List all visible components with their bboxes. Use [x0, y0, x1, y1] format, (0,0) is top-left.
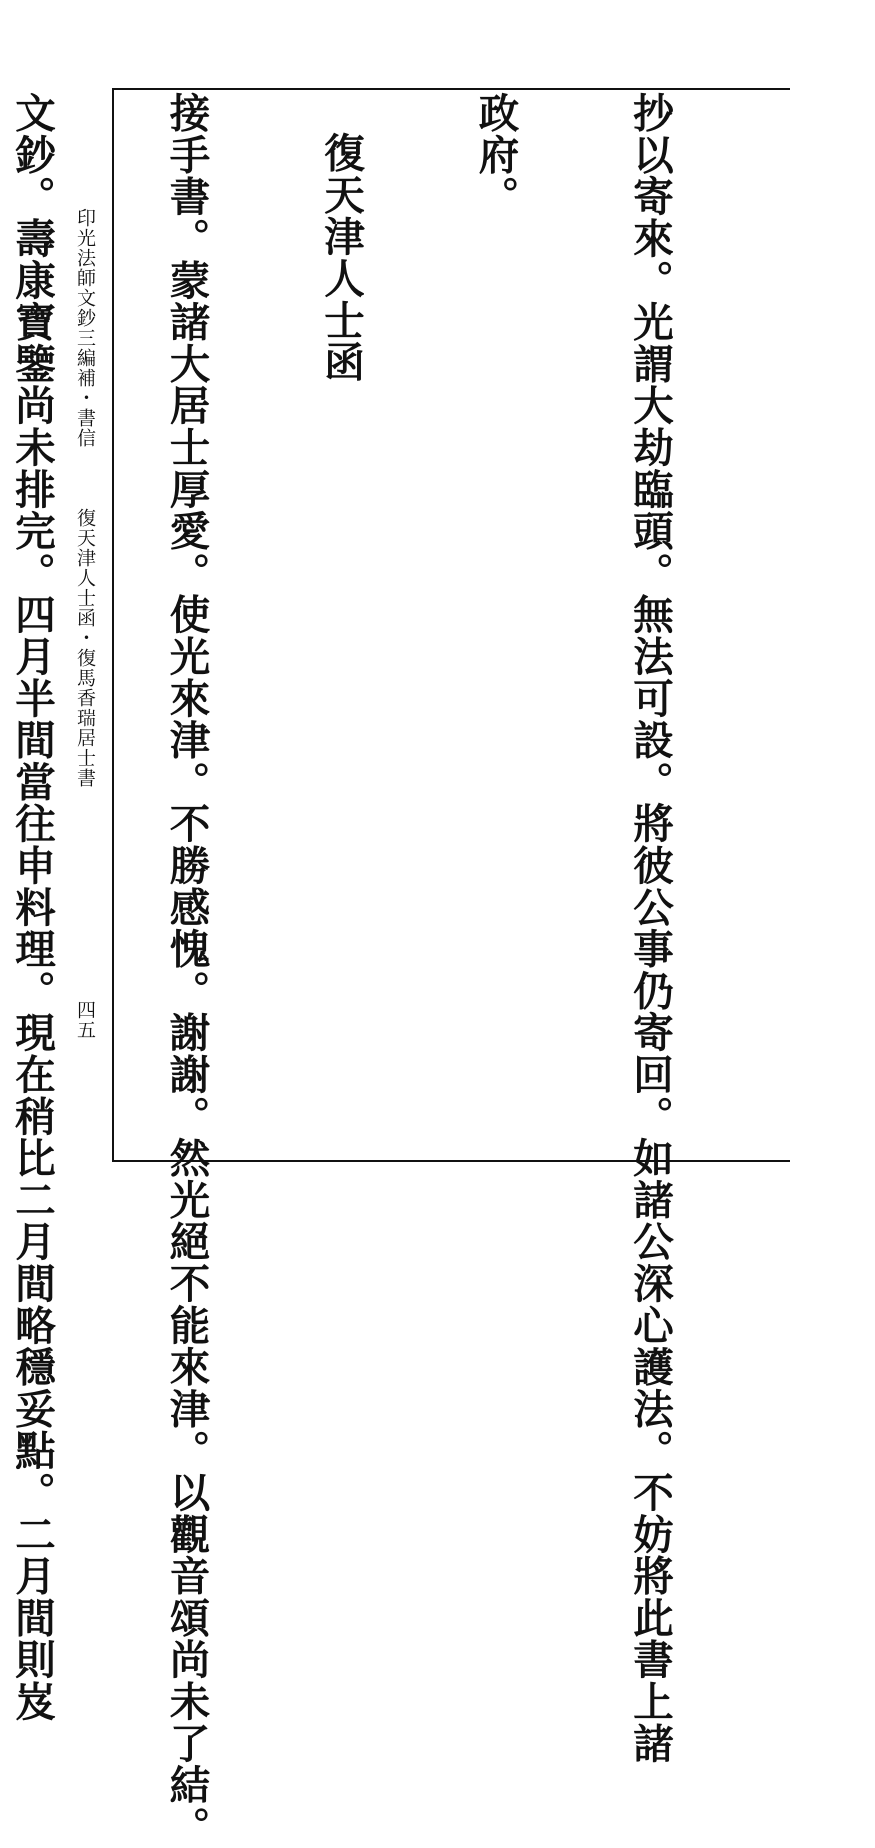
frame-top-rule — [112, 88, 790, 90]
page-number: 四五 — [74, 1000, 96, 1040]
frame-bottom-rule — [112, 1160, 790, 1162]
text-column: 接手書。蒙諸大居士厚愛。使光來津。不勝感愧。謝謝。然光絕不能來津。以觀音頌尚未了結。 — [162, 92, 211, 1848]
running-header-book: 印光法師文鈔三編補・書信 — [74, 208, 96, 448]
letter-title: 復天津人士函 — [317, 132, 365, 383]
running-header-section: 復天津人士函・復馬香瑞居士書 — [74, 508, 96, 788]
text-column: 政府。 — [471, 92, 520, 218]
text-column: 抄以寄來。光謂大劫臨頭。無法可設。將彼公事仍寄回。如諸公深心護法。不妨將此書上諸 — [626, 92, 674, 1764]
text-column: 文鈔。壽康寶鑒尚未排完。四月半間當往申料理。現在稍比二月間略穩妥點。二月間則岌 — [8, 92, 56, 1723]
running-header — [72, 208, 98, 1108]
